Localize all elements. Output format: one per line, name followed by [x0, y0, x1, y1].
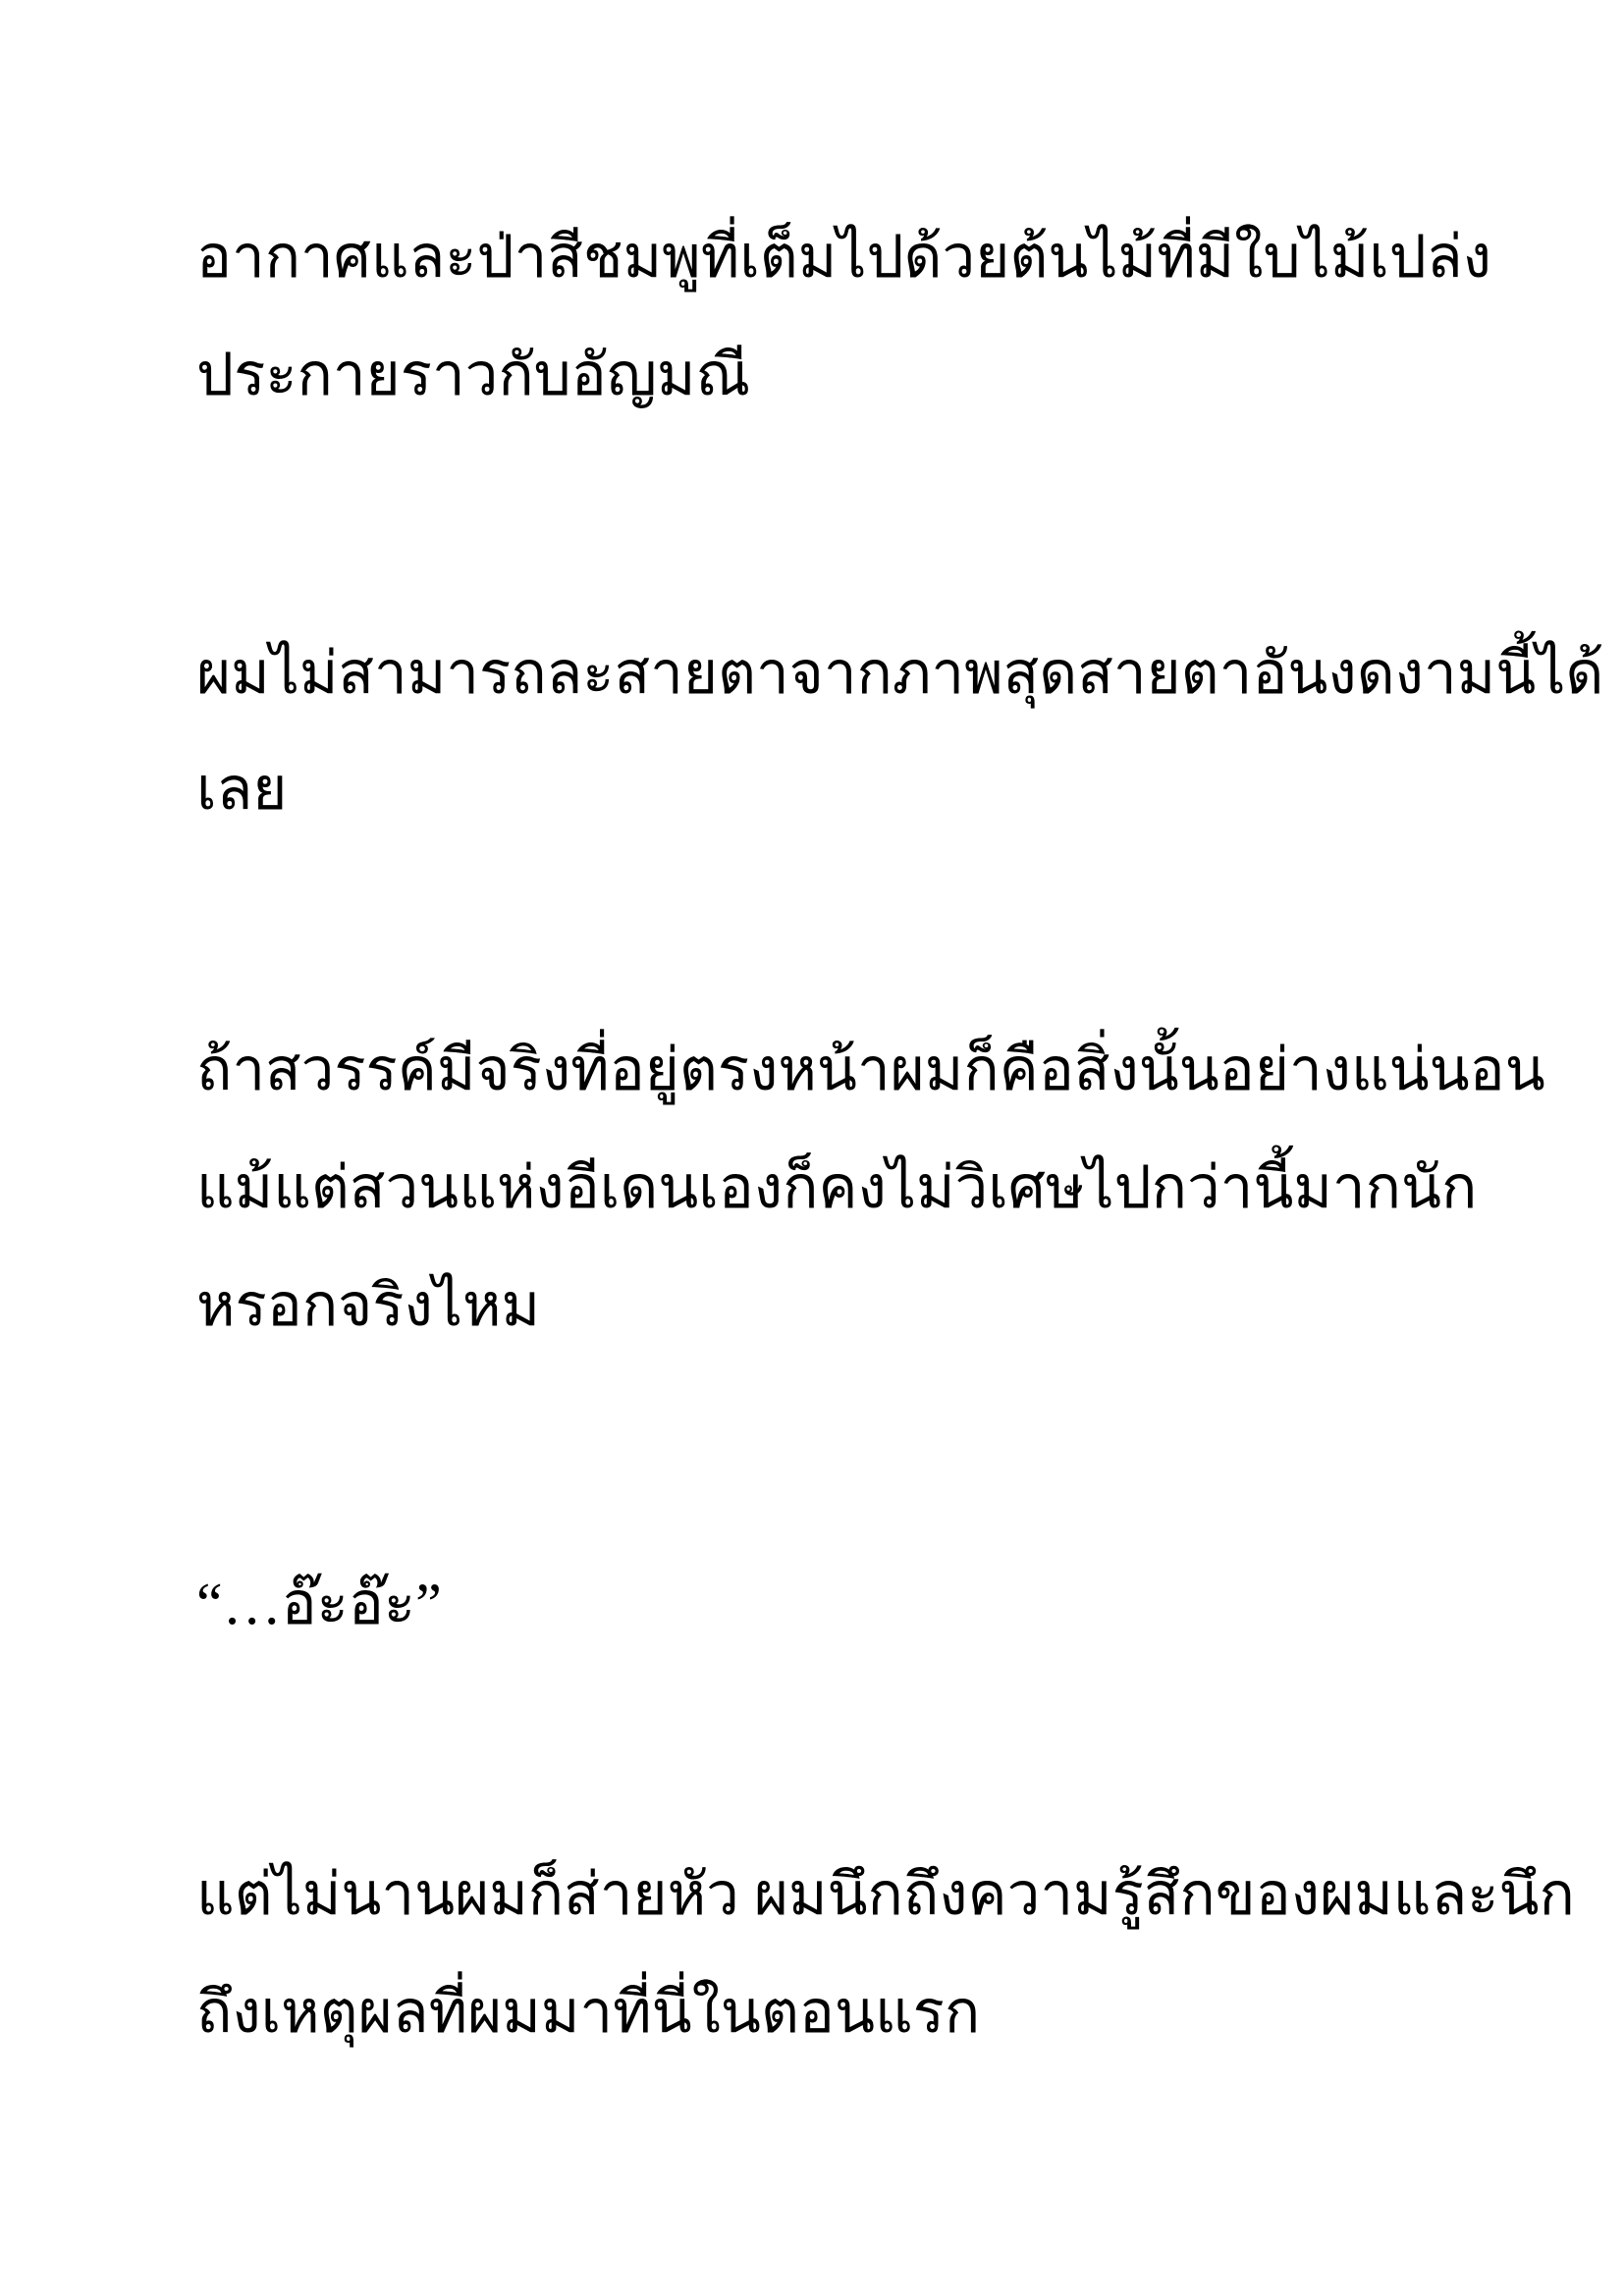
paragraph-5-line-2: ถึงเหตุผลที่ผมมาที่นี่ในตอนแรก [196, 1980, 981, 2045]
paragraph-2-line-1: ผมไม่สามารถละสายตาจากภาพสุดสายตาอันงดงามนี้ได้ [196, 641, 1604, 706]
paragraph-1-line-2: ประกายราวกับอัญมณี [196, 343, 751, 407]
paragraph-3-line-3: หรอกจริงไหม [196, 1273, 541, 1338]
paragraph-2-line-2: เลย [196, 757, 288, 822]
paragraph-1-line-1: อากาศและป่าสีชมพูที่เต็มไปด้วยต้นไม้ที่มีใบไม้เปล่ง [196, 225, 1491, 290]
paragraph-3-line-1: ถ้าสวรรค์มีจริงที่อยู่ตรงหน้าผมก็คือสิ่งนั้นอย่างแน่นอน [196, 1038, 1545, 1102]
paragraph-5-line-1: แต่ไม่นานผมก็ส่ายหัว ผมนึกถึงความรู้สึกของผมและนึก [196, 1862, 1575, 1927]
paragraph-3-line-2: แม้แต่สวนแห่งอีเดนเองก็คงไม่วิเศษไปกว่านี้มากนัก [196, 1155, 1478, 1220]
paragraph-4-line-1: “…อ๊ะอ๊ะ” [196, 1572, 442, 1636]
